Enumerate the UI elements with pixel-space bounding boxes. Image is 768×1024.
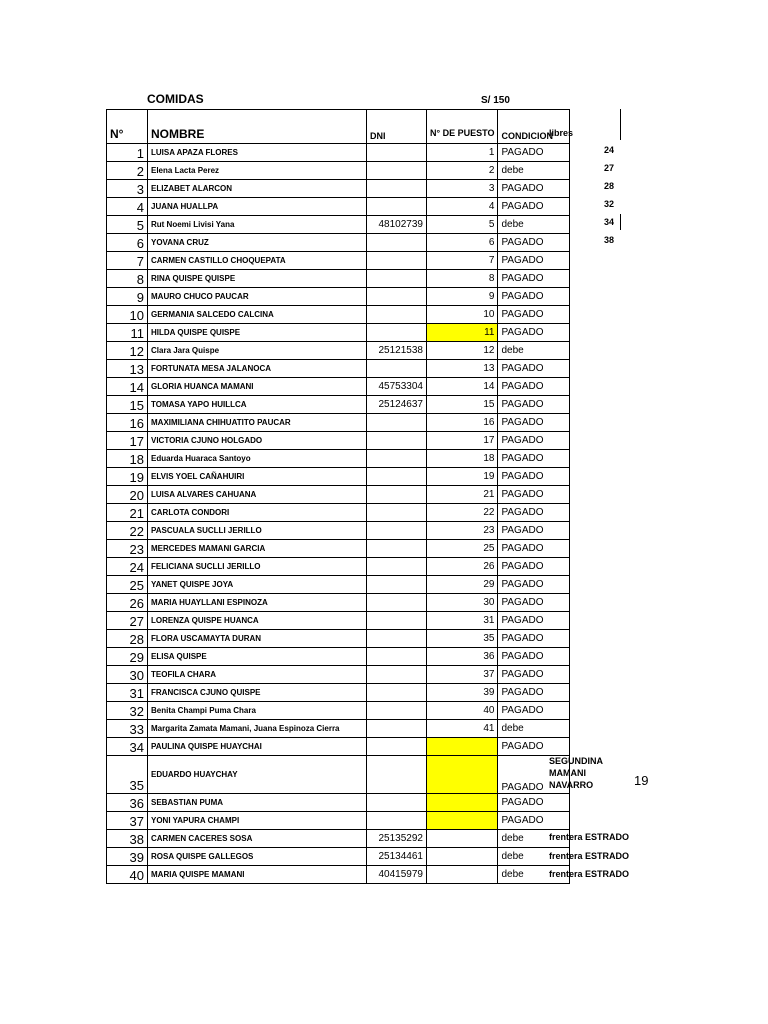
row-condicion: debe: [498, 848, 570, 866]
registry-table: [106, 109, 570, 884]
row-dni: [367, 630, 427, 648]
row-puesto: [427, 830, 498, 848]
row-condicion: PAGADO: [498, 648, 570, 666]
row-condicion: PAGADO: [498, 612, 570, 630]
price-label: S/ 150: [481, 95, 510, 106]
row-name: Rut Noemi Livisi Yana: [148, 216, 367, 234]
row-name: SEBASTIAN PUMA: [148, 794, 367, 812]
table-row: [107, 234, 570, 252]
row-name: LUISA ALVARES CAHUANA: [148, 486, 367, 504]
row-number: 17: [107, 432, 148, 450]
row-condicion: PAGADO: [498, 180, 570, 198]
row-name: Clara Jara Quispe: [148, 342, 367, 360]
row-number: 11: [107, 324, 148, 342]
row-condicion: PAGADO: [498, 360, 570, 378]
row-number: 27: [107, 612, 148, 630]
table-row: [107, 720, 570, 738]
row-number: 26: [107, 594, 148, 612]
row-dni: [367, 612, 427, 630]
row-dni: [367, 504, 427, 522]
frentera-note: frentera ESTRADO: [549, 869, 630, 879]
header-name: NOMBRE: [148, 110, 367, 144]
row-number: 31: [107, 684, 148, 702]
row-number: 6: [107, 234, 148, 252]
row-puesto: 26: [427, 558, 498, 576]
row-condicion: PAGADO: [498, 576, 570, 594]
row-number: 38: [107, 830, 148, 848]
row-dni: [367, 540, 427, 558]
row-dni: [367, 756, 427, 794]
table-row: [107, 162, 570, 180]
table-row: [107, 812, 570, 830]
row-name: GLORIA HUANCA MAMANI: [148, 378, 367, 396]
row-dni: [367, 522, 427, 540]
row-condicion: PAGADO: [498, 594, 570, 612]
row-puesto: 22: [427, 504, 498, 522]
row-number: 12: [107, 342, 148, 360]
table-row: [107, 576, 570, 594]
row-number: 35: [107, 756, 148, 794]
row-name: YOVANA CRUZ: [148, 234, 367, 252]
table-row: [107, 378, 570, 396]
table-row: [107, 666, 570, 684]
libres-label: libres: [549, 128, 574, 138]
row-dni: 25134461: [367, 848, 427, 866]
row-dni: [367, 468, 427, 486]
row-puesto: 4: [427, 198, 498, 216]
table-row: [107, 288, 570, 306]
row-dni: [367, 576, 427, 594]
row-dni: [367, 794, 427, 812]
row-condicion: PAGADO: [498, 666, 570, 684]
header-num: N°: [107, 110, 148, 144]
row-puesto: 10: [427, 306, 498, 324]
row-puesto: 11: [427, 324, 498, 342]
row-name: MERCEDES MAMANI GARCIA: [148, 540, 367, 558]
table-row: [107, 866, 570, 884]
row-name: Benita Champi Puma Chara: [148, 702, 367, 720]
row-puesto: 12: [427, 342, 498, 360]
row-name: JUANA HUALLPA: [148, 198, 367, 216]
row-dni: [367, 198, 427, 216]
row-number: 13: [107, 360, 148, 378]
row-number: 4: [107, 198, 148, 216]
row-dni: [367, 252, 427, 270]
row-number: 39: [107, 848, 148, 866]
row-name: MAXIMILIANA CHIHUATITO PAUCAR: [148, 414, 367, 432]
row-name: LORENZA QUISPE HUANCA: [148, 612, 367, 630]
row-name: VICTORIA CJUNO HOLGADO: [148, 432, 367, 450]
row-dni: 25121538: [367, 342, 427, 360]
row-number: 37: [107, 812, 148, 830]
row-condicion: PAGADO: [498, 198, 570, 216]
table-row: [107, 756, 570, 794]
row-name: MAURO CHUCO PAUCAR: [148, 288, 367, 306]
row-puesto: 6: [427, 234, 498, 252]
libres-value: 34: [604, 217, 615, 227]
row-puesto: 1: [427, 144, 498, 162]
row-dni: [367, 324, 427, 342]
table-row: [107, 738, 570, 756]
table-row: [107, 702, 570, 720]
row-dni: [367, 288, 427, 306]
row-condicion: PAGADO: [498, 450, 570, 468]
table-row: [107, 594, 570, 612]
table-row: [107, 144, 570, 162]
table-row: [107, 450, 570, 468]
row-dni: [367, 738, 427, 756]
row-dni: 48102739: [367, 216, 427, 234]
row-dni: [367, 360, 427, 378]
sheet-title: COMIDAS: [147, 92, 204, 106]
libres-divider: [620, 109, 621, 140]
row-condicion: PAGADO: [498, 270, 570, 288]
table-row: [107, 522, 570, 540]
libres-value: 24: [604, 145, 615, 155]
row-name: RINA QUISPE QUISPE: [148, 270, 367, 288]
row-number: 9: [107, 288, 148, 306]
table-row: [107, 830, 570, 848]
row-number: 1: [107, 144, 148, 162]
row-condicion: debe: [498, 830, 570, 848]
libres-divider-small: [620, 214, 621, 230]
row-number: 8: [107, 270, 148, 288]
row-number: 34: [107, 738, 148, 756]
libres-value: 38: [604, 235, 615, 245]
row-name: Eduarda Huaraca Santoyo: [148, 450, 367, 468]
row-name: CARMEN CACERES SOSA: [148, 830, 367, 848]
row-condicion: PAGADO: [498, 144, 570, 162]
table-row: [107, 468, 570, 486]
row-name: FORTUNATA MESA JALANOCA: [148, 360, 367, 378]
row-dni: [367, 594, 427, 612]
row-puesto: 8: [427, 270, 498, 288]
row-name: YONI YAPURA CHAMPI: [148, 812, 367, 830]
row-number: 19: [107, 468, 148, 486]
row-condicion: PAGADO: [498, 378, 570, 396]
table-row: [107, 558, 570, 576]
table-row: [107, 794, 570, 812]
row-puesto: 5: [427, 216, 498, 234]
row-condicion: PAGADO: [498, 504, 570, 522]
row-dni: [367, 162, 427, 180]
row-dni: [367, 720, 427, 738]
row-puesto: 23: [427, 522, 498, 540]
row-name: PASCUALA SUCLLI JERILLO: [148, 522, 367, 540]
row-name: LUISA APAZA FLORES: [148, 144, 367, 162]
row-puesto: 19: [427, 468, 498, 486]
segundina-line: NAVARRO: [549, 780, 594, 790]
row-number: 21: [107, 504, 148, 522]
row-puesto: 17: [427, 432, 498, 450]
row-condicion: PAGADO: [498, 630, 570, 648]
row-condicion: PAGADO: [498, 468, 570, 486]
row-dni: [367, 666, 427, 684]
row-puesto: [427, 848, 498, 866]
row-name: CARMEN CASTILLO CHOQUEPATA: [148, 252, 367, 270]
row-number: 20: [107, 486, 148, 504]
row-puesto: 21: [427, 486, 498, 504]
row-number: 28: [107, 630, 148, 648]
row-condicion: debe: [498, 866, 570, 884]
table-row: [107, 306, 570, 324]
row-number: 24: [107, 558, 148, 576]
row-puesto: [427, 794, 498, 812]
frentera-note: frentera ESTRADO: [549, 832, 630, 842]
row-condicion: PAGADO: [498, 756, 570, 794]
row-name: Margarita Zamata Mamani, Juana Espinoza Cierra: [148, 720, 367, 738]
row-puesto: 25: [427, 540, 498, 558]
row-condicion: PAGADO: [498, 794, 570, 812]
row-puesto: 31: [427, 612, 498, 630]
table-row: [107, 486, 570, 504]
table-row: [107, 414, 570, 432]
table-row: [107, 848, 570, 866]
row-number: 16: [107, 414, 148, 432]
row-number: 25: [107, 576, 148, 594]
row-dni: [367, 432, 427, 450]
table-row: [107, 432, 570, 450]
row-condicion: PAGADO: [498, 540, 570, 558]
header-condicion: CONDICION: [498, 110, 570, 144]
table-row: [107, 630, 570, 648]
row-puesto: 30: [427, 594, 498, 612]
libres-value: 27: [604, 163, 615, 173]
row-number: 32: [107, 702, 148, 720]
row-condicion: PAGADO: [498, 414, 570, 432]
row-puesto: 41: [427, 720, 498, 738]
row-puesto: 35: [427, 630, 498, 648]
row-puesto: 14: [427, 378, 498, 396]
row-number: 33: [107, 720, 148, 738]
row-puesto: [427, 812, 498, 830]
row-dni: [367, 558, 427, 576]
row-condicion: debe: [498, 216, 570, 234]
row-dni: [367, 648, 427, 666]
row-puesto: 40: [427, 702, 498, 720]
row-name: TOMASA YAPO HUILLCA: [148, 396, 367, 414]
row-condicion: PAGADO: [498, 324, 570, 342]
row-condicion: PAGADO: [498, 306, 570, 324]
row-name: MARIA QUISPE MAMANI: [148, 866, 367, 884]
row-name: PAULINA QUISPE HUAYCHAI: [148, 738, 367, 756]
header-puesto: N° DE PUESTO: [427, 110, 498, 144]
row-number: 5: [107, 216, 148, 234]
row-puesto: 29: [427, 576, 498, 594]
row-puesto: [427, 756, 498, 794]
row-condicion: PAGADO: [498, 396, 570, 414]
libres-value: 28: [604, 181, 615, 191]
row-name: Elena Lacta Perez: [148, 162, 367, 180]
row-dni: 40415979: [367, 866, 427, 884]
table-row: [107, 360, 570, 378]
row-puesto: 2: [427, 162, 498, 180]
row-dni: [367, 684, 427, 702]
row-name: EDUARDO HUAYCHAY: [148, 756, 367, 794]
row-condicion: debe: [498, 162, 570, 180]
row-condicion: debe: [498, 342, 570, 360]
row-condicion: PAGADO: [498, 288, 570, 306]
row-condicion: PAGADO: [498, 812, 570, 830]
row-name: CARLOTA CONDORI: [148, 504, 367, 522]
row-dni: 25124637: [367, 396, 427, 414]
frentera-note: frentera ESTRADO: [549, 851, 630, 861]
table-row: [107, 504, 570, 522]
row-dni: 25135292: [367, 830, 427, 848]
row-number: 2: [107, 162, 148, 180]
row-dni: [367, 702, 427, 720]
row-dni: [367, 414, 427, 432]
row-name: ELISA QUISPE: [148, 648, 367, 666]
row-number: 14: [107, 378, 148, 396]
row-name: MARIA HUAYLLANI ESPINOZA: [148, 594, 367, 612]
segundina-value: 19: [634, 773, 649, 788]
libres-value: 32: [604, 199, 615, 209]
row-puesto: 37: [427, 666, 498, 684]
row-dni: [367, 306, 427, 324]
row-name: ELIZABET ALARCON: [148, 180, 367, 198]
row-condicion: PAGADO: [498, 684, 570, 702]
table-row: [107, 540, 570, 558]
row-number: 40: [107, 866, 148, 884]
row-puesto: 36: [427, 648, 498, 666]
row-puesto: 9: [427, 288, 498, 306]
row-number: 15: [107, 396, 148, 414]
row-name: FLORA USCAMAYTA DURAN: [148, 630, 367, 648]
row-dni: [367, 486, 427, 504]
table-row: [107, 684, 570, 702]
row-dni: [367, 234, 427, 252]
row-number: 18: [107, 450, 148, 468]
row-condicion: PAGADO: [498, 432, 570, 450]
table-row: [107, 324, 570, 342]
table-row: [107, 198, 570, 216]
row-puesto: 18: [427, 450, 498, 468]
row-name: GERMANIA SALCEDO CALCINA: [148, 306, 367, 324]
row-name: TEOFILA CHARA: [148, 666, 367, 684]
row-condicion: PAGADO: [498, 522, 570, 540]
table-row: [107, 270, 570, 288]
row-number: 36: [107, 794, 148, 812]
table-row: [107, 396, 570, 414]
row-number: 7: [107, 252, 148, 270]
row-puesto: 13: [427, 360, 498, 378]
row-name: ROSA QUISPE GALLEGOS: [148, 848, 367, 866]
row-name: FELICIANA SUCLLI JERILLO: [148, 558, 367, 576]
table-row: [107, 252, 570, 270]
row-number: 22: [107, 522, 148, 540]
row-dni: [367, 180, 427, 198]
row-dni: [367, 450, 427, 468]
row-number: 30: [107, 666, 148, 684]
row-puesto: [427, 738, 498, 756]
table-row: [107, 648, 570, 666]
row-condicion: PAGADO: [498, 702, 570, 720]
row-condicion: PAGADO: [498, 234, 570, 252]
table-row: [107, 180, 570, 198]
segundina-note: [549, 755, 603, 791]
row-condicion: PAGADO: [498, 252, 570, 270]
row-dni: [367, 144, 427, 162]
row-name: HILDA QUISPE QUISPE: [148, 324, 367, 342]
row-name: FRANCISCA CJUNO QUISPE: [148, 684, 367, 702]
segundina-line: MAMANI: [549, 768, 586, 778]
row-puesto: [427, 866, 498, 884]
row-number: 3: [107, 180, 148, 198]
row-number: 10: [107, 306, 148, 324]
row-number: 23: [107, 540, 148, 558]
row-condicion: PAGADO: [498, 558, 570, 576]
row-name: YANET QUISPE JOYA: [148, 576, 367, 594]
header-dni: DNI: [367, 110, 427, 144]
row-puesto: 15: [427, 396, 498, 414]
header-row: [107, 110, 570, 144]
row-condicion: PAGADO: [498, 738, 570, 756]
row-dni: [367, 812, 427, 830]
row-dni: 45753304: [367, 378, 427, 396]
table-row: [107, 216, 570, 234]
table-row: [107, 342, 570, 360]
row-condicion: PAGADO: [498, 486, 570, 504]
table-row: [107, 612, 570, 630]
row-condicion: debe: [498, 720, 570, 738]
row-number: 29: [107, 648, 148, 666]
row-dni: [367, 270, 427, 288]
row-name: ELVIS YOEL CAÑAHUIRI: [148, 468, 367, 486]
row-puesto: 39: [427, 684, 498, 702]
row-puesto: 3: [427, 180, 498, 198]
row-puesto: 7: [427, 252, 498, 270]
segundina-line: SEGUNDINA: [549, 756, 604, 766]
row-puesto: 16: [427, 414, 498, 432]
